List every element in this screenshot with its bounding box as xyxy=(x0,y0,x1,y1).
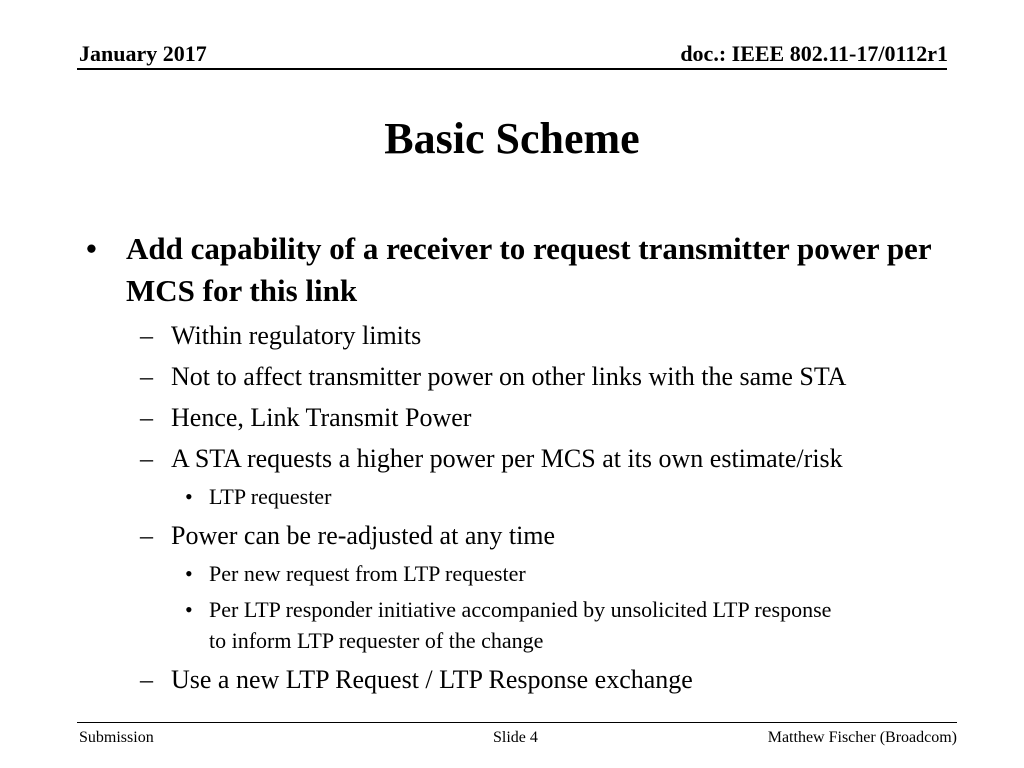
sub-sub-bullet-text: Per new request from LTP requester xyxy=(209,561,526,586)
bullet-level1 xyxy=(82,228,962,312)
sub-bullet xyxy=(82,400,962,435)
dash-icon: – xyxy=(140,321,153,350)
bullet-dot-icon: • xyxy=(185,561,193,586)
header-divider xyxy=(77,68,947,70)
header-doc-id: doc.: IEEE 802.11-17/0112r1 xyxy=(680,41,948,66)
footer-author: Matthew Fischer (Broadcom) xyxy=(767,729,957,746)
sub-bullet-text: Hence, Link Transmit Power xyxy=(171,403,472,432)
bullet-dot-icon: • xyxy=(185,597,193,622)
sub-bullet xyxy=(82,441,962,476)
sub-bullet xyxy=(82,518,962,553)
sub-bullet-text: Use a new LTP Request / LTP Response exchange xyxy=(171,665,693,694)
sub-sub-bullet-text: Per LTP responder initiative accompanied by unsolicited LTP response to inform LTP requester of the change xyxy=(209,597,832,653)
footer-submission: Submission xyxy=(79,729,154,746)
slide-title: Basic Scheme xyxy=(384,114,640,163)
sub-sub-bullet-text: LTP requester xyxy=(209,484,332,509)
sub-bullet xyxy=(82,359,962,394)
slide-body xyxy=(82,228,962,697)
dash-icon: – xyxy=(140,362,153,391)
dash-icon: – xyxy=(140,665,153,694)
dash-icon: – xyxy=(140,403,153,432)
sub-bullet-text: A STA requests a higher power per MCS at its own estimate/risk xyxy=(171,444,843,473)
sub-bullet-text: Power can be re-adjusted at any time xyxy=(171,521,556,550)
bullet-dot-icon: • xyxy=(86,231,97,266)
sub-bullet-text: Within regulatory limits xyxy=(171,321,422,350)
dash-icon: – xyxy=(140,444,153,473)
dash-icon: – xyxy=(140,521,153,550)
sub-bullet xyxy=(82,318,962,353)
footer-divider xyxy=(77,722,957,723)
sub-bullet xyxy=(82,662,962,697)
footer-slide-number: Slide 4 xyxy=(493,729,538,746)
bullet-dot-icon: • xyxy=(185,484,193,509)
sub-sub-bullet xyxy=(82,558,849,589)
sub-bullet-text: Not to affect transmitter power on other links with the same STA xyxy=(171,362,847,391)
sub-sub-bullet xyxy=(82,594,849,656)
sub-sub-bullet xyxy=(82,481,849,512)
bullet-level1-text: Add capability of a receiver to request transmitter power per MCS for this link xyxy=(126,231,932,308)
header-date: January 2017 xyxy=(79,41,207,66)
